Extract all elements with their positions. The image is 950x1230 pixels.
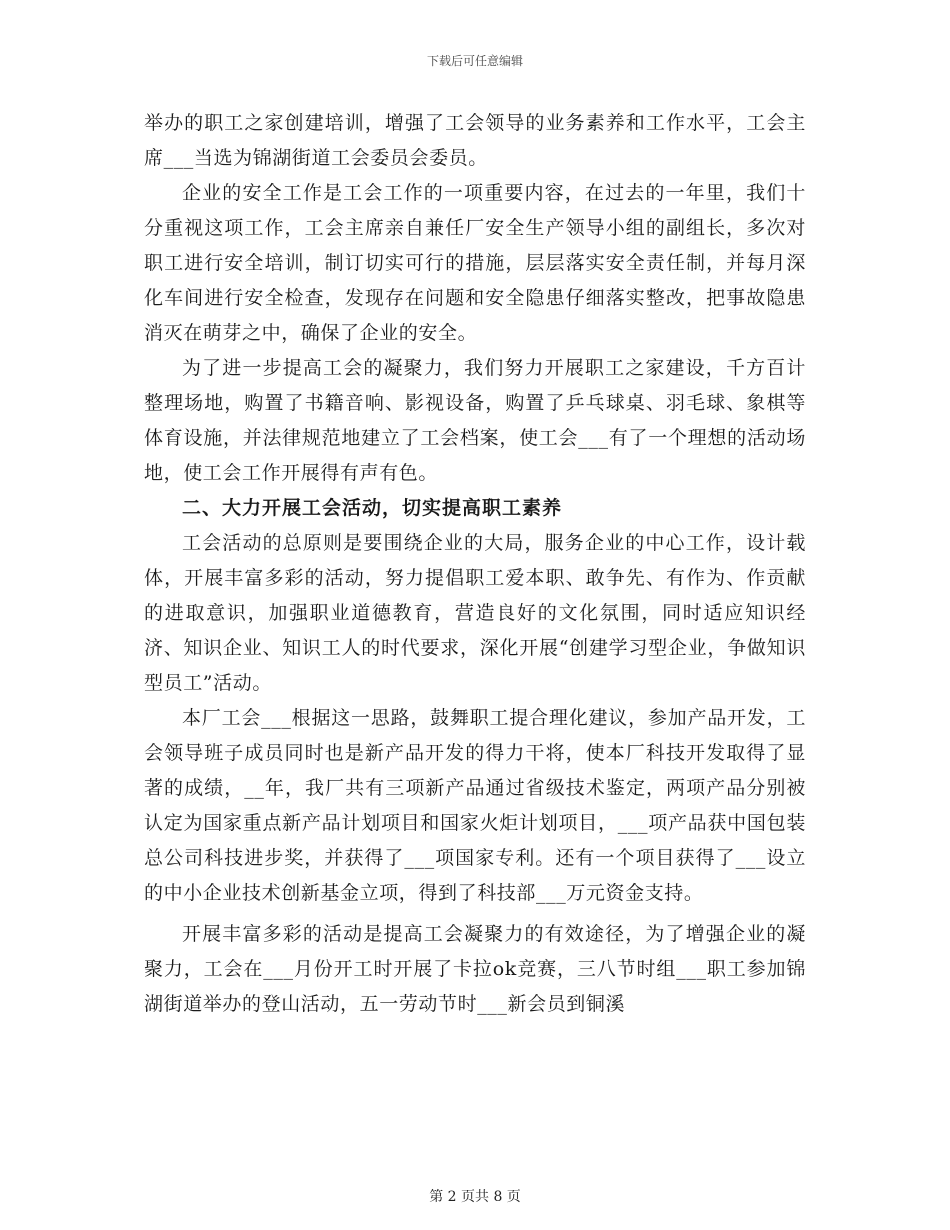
paragraph-activities: 开展丰富多彩的活动是提高工会凝聚力的有效途径，为了增强企业的凝聚力，工会在___月份开工时开展了卡拉ok竞赛，三八节时组___职工参加锦湖街道举办的登山活动，五一劳动节时___新会员到铜溪 <box>144 923 806 1015</box>
section-heading: 二、大力开展工会活动，切实提高职工素养 <box>182 497 563 519</box>
paragraph-innovation: 本厂工会___根据这一思路，鼓舞职工提合理化建议，参加产品开发，工会领导班子成员同时也是新产品开发的得力干将，使本厂科技开发取得了显著的成绩，__年，我厂共有三项新产品通过省级技术鉴定，两项产品分别被认定为国家重点新产品计划项目和国家火炬计划项目，___项产品获中国包装总公司科技进步奖，并获得了___项国家专利。还有一个项目获得了___设立的中小企业技术创新基金立项，得到了科技部___万元资金支持。 <box>144 707 806 904</box>
paragraph-continuation: 举办的职工之家创建培训，增强了工会领导的业务素养和工作水平，工会主席___当选为锦湖街道工会委员会委员。 <box>144 112 806 169</box>
paragraph-principles: 工会活动的总原则是要围绕企业的大局，服务企业的中心工作，设计载体，开展丰富多彩的活动，努力提倡职工爱本职、敢争先、有作为、作贡献的进取意识，加强职业道德教育，营造良好的文化氛围，同时适应知识经济、知识企业、知识工人的时代要求，深化开展“创建学习型企业，争做知识型员工”活动。 <box>144 532 806 694</box>
paragraph-safety: 企业的安全工作是工会工作的一项重要内容，在过去的一年里，我们十分重视这项工作，工会主席亲自兼任厂安全生产领导小组的副组长，多次对职工进行安全培训，制订切实可行的措施，层层落实安全责任制，并每月深化车间进行安全检查，发现存在问题和安全隐患仔细落实整改，把事故隐患消灭在萌芽之中，确保了企业的安全。 <box>144 182 806 344</box>
page-header: 下载后可任意编辑 <box>426 54 523 68</box>
page-footer: 第 2 页共 8 页 <box>429 1189 521 1205</box>
document-body <box>144 106 806 1022</box>
paragraph-workers-home: 为了进一步提高工会的凝聚力，我们努力开展职工之家建设，千方百计整理场地，购置了书籍音响、影视设备，购置了乒乓球桌、羽毛球、象棋等体育设施，并法律规范地建立了工会档案，使工会___有了一个理想的活动场地，使工会工作开展得有声有色。 <box>144 357 806 484</box>
